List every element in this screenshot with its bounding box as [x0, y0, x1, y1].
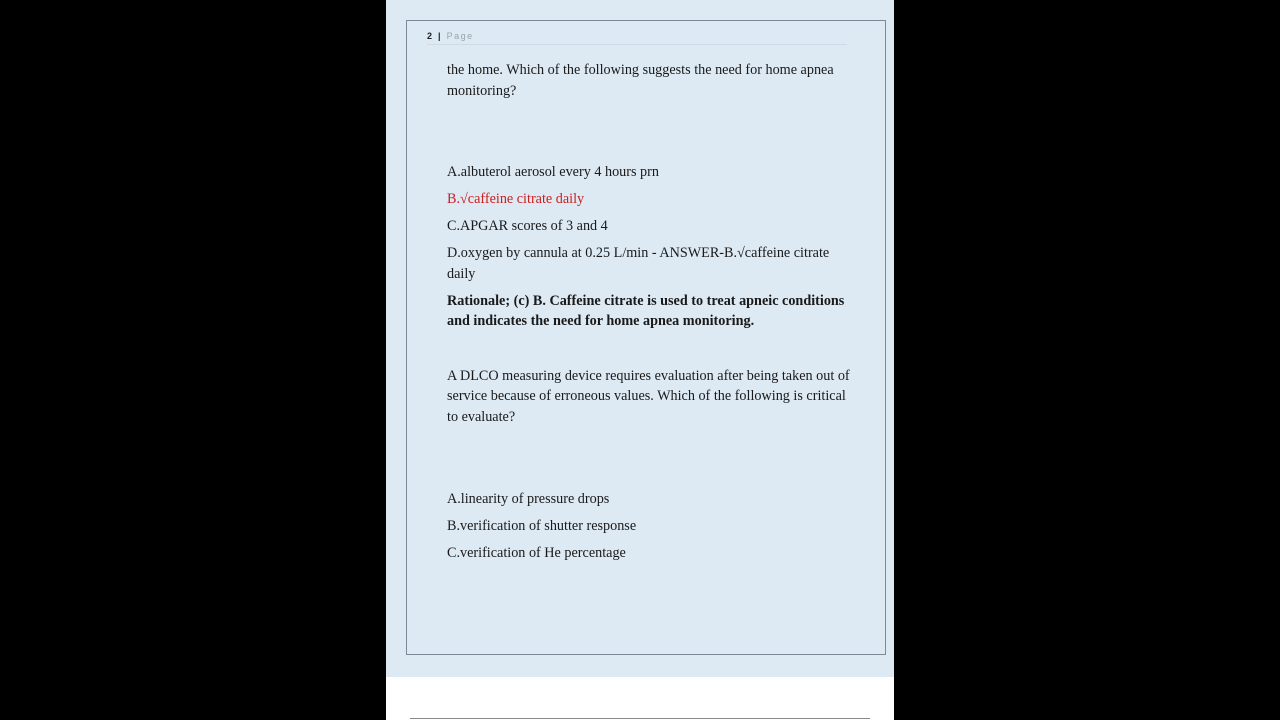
- question1-rationale: Rationale; (c) B. Caffeine citrate is used to treat apneic conditions and indicates the need for home apnea monitoring.: [447, 292, 845, 329]
- page-header: [427, 31, 847, 45]
- page-number: 2: [427, 31, 433, 41]
- page-label: Page: [446, 31, 474, 41]
- next-page-header-rule: [410, 718, 870, 719]
- page-content: [447, 60, 852, 570]
- question2-option-a: A.linearity of pressure drops: [447, 491, 610, 507]
- question2-option-b: B.verification of shutter response: [447, 518, 637, 534]
- question2-stem: A DLCO measuring device requires evaluation after being taken out of service because of erroneous values. Which of the following is critical to evaluate?: [447, 367, 850, 425]
- question1-option-d-answer: D.oxygen by cannula at 0.25 L/min - ANSWER-B.√caffeine citrate daily: [447, 245, 830, 282]
- question1-stem: the home. Which of the following suggests the need for home apnea monitoring?: [447, 62, 834, 99]
- next-page: [386, 677, 894, 720]
- page-separator: |: [438, 31, 441, 41]
- question1-option-a: A.albuterol aerosol every 4 hours prn: [447, 164, 659, 180]
- question2-option-c: C.verification of He percentage: [447, 545, 626, 561]
- question1-option-c: C.APGAR scores of 3 and 4: [447, 218, 608, 234]
- document-page: [386, 0, 894, 677]
- question1-option-b-correct: B.√caffeine citrate daily: [447, 191, 585, 207]
